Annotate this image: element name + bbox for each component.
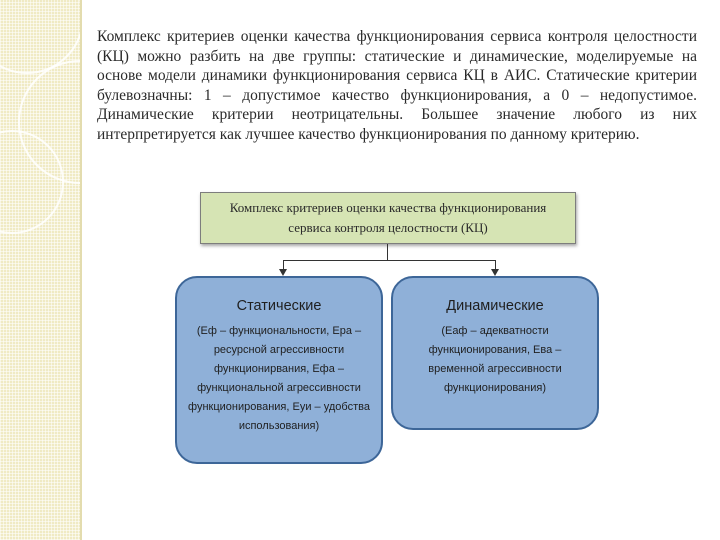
dynamic-criteria-description: (Eаф – адекватности функционирования, Eва – временной агрессивности функционирования): [428, 325, 562, 394]
criteria-complex-label: Комплекс критериев оценки качества функционирования сервиса контроля целостности (КЦ): [229, 200, 547, 235]
arrow-down-icon: [279, 269, 287, 276]
static-criteria-box: [175, 276, 383, 464]
connector-line: [283, 260, 496, 261]
connector-line: [387, 244, 388, 260]
static-criteria-title: Статические: [236, 298, 322, 314]
dynamic-criteria-title: Динамические: [446, 298, 544, 314]
intro-paragraph: Комплекс критериев оценки качества функционирования сервиса контроля целостности (КЦ) можно разбить на две группы: статические и динамические, моделируемые на основе модели динамики функционирования сервиса КЦ в АИС. Статические критерии булевозначны: 1 – допустимое качество функционирования, а 0 – недопустимое. Динамические критерии неотрицательны. Большее значение любого из них интерпретируется как лучшее качество функционирования по данному критерию.: [97, 28, 697, 143]
arrow-down-icon: [491, 269, 499, 276]
sidebar-divider: [80, 0, 82, 540]
decorative-sidebar: [0, 0, 80, 540]
static-criteria-description: (Eф – функциональности, Eрa – ресурсной агрессивности функционирвания, Eфa – функциональной агрессивности функционирования, Eуи – удобства использования): [188, 325, 370, 432]
dynamic-criteria-box: [391, 276, 599, 430]
criteria-complex-box: [200, 192, 576, 244]
